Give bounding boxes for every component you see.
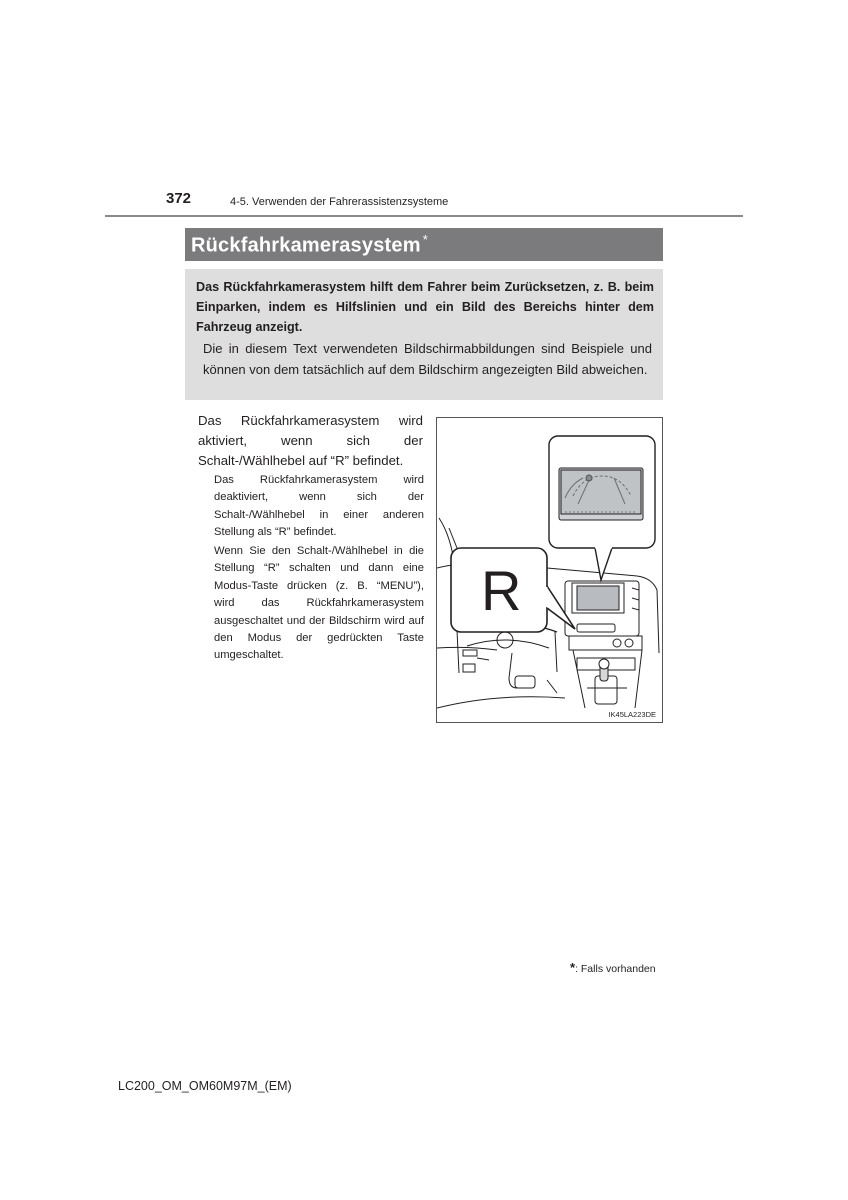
intro-note: Die in diesem Text verwendeten Bildschirmabbildungen sind Beispiele und können von dem tatsächlich auf dem Bildschirm angezeigten Bild abweichen. <box>203 341 652 377</box>
dashboard-drawing <box>437 418 663 723</box>
document-code: LC200_OM_OM60M97M_(EM) <box>118 1079 292 1093</box>
mode-button-note: Wenn Sie den Schalt-/Wählhebel in die Stellung “R” schalten und dann eine Modus-Taste drücken (z. B. “MENU”), wird das Rückfahrkamerasystem ausgeschaltet und der Bildschirm wird auf den Modus der gedrückten Taste umgeschaltet. <box>214 545 424 662</box>
page-title-text: Rückfahrkamerasystem <box>191 234 421 257</box>
figure-code: IK45LA223DE <box>608 710 656 719</box>
title-bar <box>185 228 663 261</box>
section-reference: 4-5. Verwenden der Fahrerassistenzsysteme <box>230 196 449 208</box>
footnote-text: : Falls vorhanden <box>575 963 656 975</box>
intro-box <box>185 269 663 400</box>
footnote-mark: * <box>570 960 576 975</box>
footnote <box>570 960 656 975</box>
activation-text: Das Rückfahrkamerasystem wird aktiviert, wenn sich der Schalt-/Wählhebel auf “R” befindet. <box>198 413 423 468</box>
deactivation-note: Das Rückfahrkamerasystem wird deaktiviert, wenn sich der Schalt-/Wählhebel in einer anderen Stellung als “R” befindet. <box>214 474 424 539</box>
page-title <box>191 232 428 258</box>
dashboard-illustration <box>436 417 663 723</box>
page-number: 372 <box>166 190 192 207</box>
header-divider <box>105 215 743 217</box>
gear-r-label: R <box>481 559 522 622</box>
intro-summary: Das Rückfahrkamerasystem hilft dem Fahrer beim Zurücksetzen, z. B. beim Einparken, indem es Hilfslinien und ein Bild des Bereichs hinter dem Fahrzeug anzeigt. <box>196 280 654 334</box>
title-footnote-mark: * <box>422 232 428 247</box>
